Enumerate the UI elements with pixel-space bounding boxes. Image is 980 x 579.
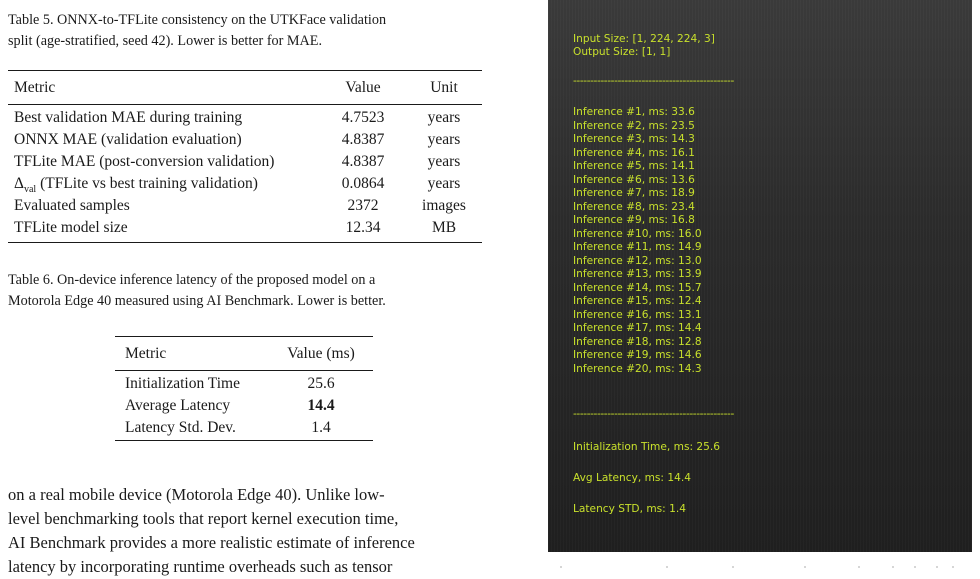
delta-symbol: Δ xyxy=(14,175,24,192)
table-row-value: 12.34 xyxy=(345,219,381,236)
bottom-rule xyxy=(115,440,373,441)
benchmark-screenshot xyxy=(548,0,972,552)
table-row-unit: years xyxy=(427,153,461,170)
inference-line: Inference #12, ms: 13.0 xyxy=(573,254,702,267)
table-row-metric: Average Latency xyxy=(125,397,231,414)
inference-line: Inference #14, ms: 15.7 xyxy=(573,281,702,294)
body-line: AI Benchmark provides a more realistic estimate of inference xyxy=(8,533,415,552)
paper-column xyxy=(0,0,480,575)
table-row-value: 4.8387 xyxy=(341,131,385,148)
inference-line: Inference #7, ms: 18.9 xyxy=(573,187,695,199)
table-row-metric: Best validation MAE during training xyxy=(14,109,243,126)
delta-description: (TFLite vs best training validation) xyxy=(36,175,258,192)
table-row-unit: images xyxy=(422,197,466,214)
input-size-text: Input Size: [1, 224, 224, 3] xyxy=(573,33,715,45)
bottom-rule xyxy=(8,242,482,243)
table-row-metric: TFLite MAE (post-conversion validation) xyxy=(14,153,275,170)
header-metric: Metric xyxy=(125,345,167,362)
inference-line: Inference #19, ms: 14.6 xyxy=(573,349,702,361)
table-row-metric: TFLite model size xyxy=(14,219,128,236)
table-row-metric: Evaluated samples xyxy=(14,197,130,214)
table-row-value-bold: 14.4 xyxy=(307,397,335,414)
table5 xyxy=(8,70,482,245)
table6 xyxy=(115,336,373,441)
inference-line: Inference #1, ms: 33.6 xyxy=(573,106,695,118)
table-row-unit: years xyxy=(427,131,461,148)
table-row-value: 4.7523 xyxy=(341,109,385,126)
inference-line: Inference #20, ms: 14.3 xyxy=(573,362,702,375)
inference-line: Inference #3, ms: 14.3 xyxy=(573,133,695,145)
top-rule xyxy=(115,336,373,337)
inference-line: Inference #5, ms: 14.1 xyxy=(573,160,695,172)
header-value: Value xyxy=(345,79,381,96)
table-row-unit: years xyxy=(427,109,461,126)
separator-line: ----------------------------------------------- xyxy=(573,408,734,420)
caption-line: split (age-stratified, seed 42). Lower is better for MAE. xyxy=(8,33,322,49)
body-line: on a real mobile device (Motorola Edge 40). Unlike low- xyxy=(8,485,385,504)
inference-line: Inference #2, ms: 23.5 xyxy=(573,119,695,132)
separator-line: ----------------------------------------------- xyxy=(573,75,734,87)
table-row-value: 4.8387 xyxy=(341,153,385,170)
body-line: level benchmarking tools that report kernel execution time, xyxy=(8,509,399,528)
inference-line: Inference #16, ms: 13.1 xyxy=(573,308,702,321)
caption-line: Table 5. ONNX-to-TFLite consistency on the UTKFace validation xyxy=(8,12,387,28)
table-row-metric: Latency Std. Dev. xyxy=(125,419,236,436)
body-paragraph xyxy=(8,483,480,579)
inference-line: Inference #13, ms: 13.9 xyxy=(573,268,702,280)
body-line: latency by incorporating runtime overheads such as tensor xyxy=(8,557,393,576)
output-size-text: Output Size: [1, 1] xyxy=(573,46,671,58)
header-value: Value (ms) xyxy=(287,345,355,362)
inference-line: Inference #11, ms: 14.9 xyxy=(573,241,702,253)
top-rule xyxy=(8,70,482,71)
table-row-metric: ONNX MAE (validation evaluation) xyxy=(14,131,242,148)
delta-subscript: val xyxy=(23,184,37,196)
inference-line: Inference #9, ms: 16.8 xyxy=(573,214,695,226)
table-row-value: 0.0864 xyxy=(341,175,385,192)
table-row-unit: years xyxy=(427,175,461,192)
inference-line: Inference #4, ms: 16.1 xyxy=(573,146,695,159)
table5-caption xyxy=(8,10,476,52)
mid-rule xyxy=(8,104,482,105)
mid-rule xyxy=(115,370,373,371)
table-row-value: 2372 xyxy=(347,197,379,214)
header-unit: Unit xyxy=(430,79,458,96)
table6-caption xyxy=(8,270,476,312)
avg-latency-text: Avg Latency, ms: 14.4 xyxy=(573,472,691,484)
inference-line: Inference #18, ms: 12.8 xyxy=(573,335,702,348)
table-row-metric: Initialization Time xyxy=(125,375,240,392)
cropped-text-strip xyxy=(548,558,972,575)
inference-line: Inference #6, ms: 13.6 xyxy=(573,173,695,186)
header-metric: Metric xyxy=(14,79,56,96)
inference-line: Inference #10, ms: 16.0 xyxy=(573,227,702,240)
caption-line: Motorola Edge 40 measured using AI Benchmark. Lower is better. xyxy=(8,293,386,309)
inference-line: Inference #17, ms: 14.4 xyxy=(573,322,702,334)
table-row-unit: MB xyxy=(431,219,457,236)
inference-line: Inference #8, ms: 23.4 xyxy=(573,200,695,213)
caption-line: Table 6. On-device inference latency of the proposed model on a xyxy=(8,272,376,288)
table-row-value: 25.6 xyxy=(307,375,335,392)
table-row-value: 1.4 xyxy=(311,419,331,436)
inference-line: Inference #15, ms: 12.4 xyxy=(573,295,702,307)
latency-std-text: Latency STD, ms: 1.4 xyxy=(573,503,686,515)
initialization-time-text: Initialization Time, ms: 25.6 xyxy=(573,441,720,453)
